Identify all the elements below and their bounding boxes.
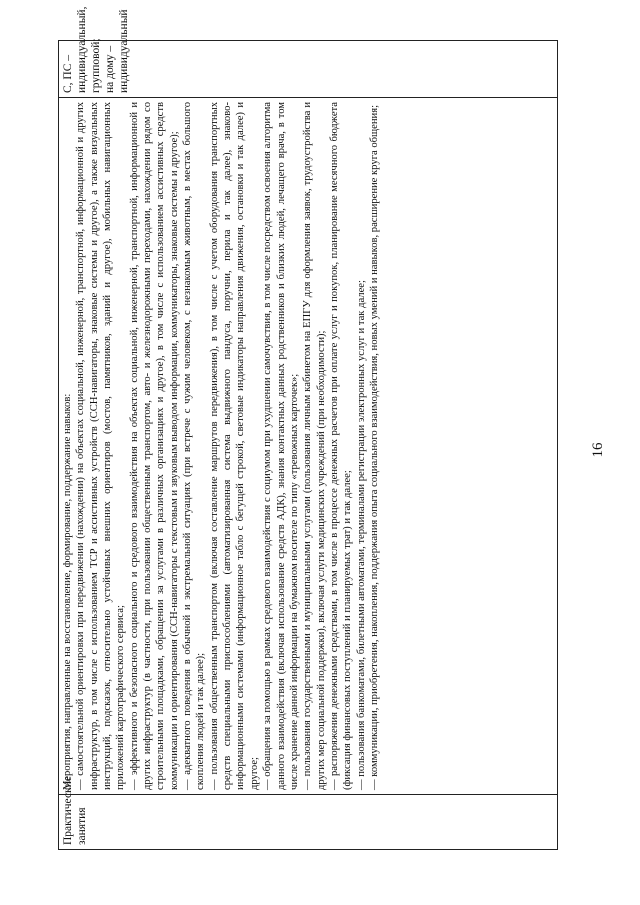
list-item: — распоряжения денежными средствами, в том числе в процессе денежных расчетов при оплате услуг и покупок, планирование месячного бюджета (фиксация финансовых поступлений и планируемых трат) и так далее; — [328, 102, 355, 790]
list-item: — обращения за помощью в рамках средового взаимодействия с социумом при ухудшении самочувствия, в том числе посредством освоения алгоритма данного взаимодействия (включая использование средств АДК), знания контактных данных родственников и близких людей, лечащего врача, в том числе хранение данной информации на бумажном носителе по типу «тревожных карточек»; — [261, 102, 301, 790]
list-item: — пользования государственными и муниципальными услугами (пользования личным кабинетом на ЕПГУ для оформления заявок, трудоустройства и других мер социальной поддержки), включая услуги медицинских учреждений (при необходимости); — [301, 102, 328, 790]
list-item: — самостоятельной ориентировки при передвижении (нахождении) на объектах социальной, инженерной, транспортной, информационной и других инфраструктур, в том числе с использованием ТСР и ассистивных устройств (ССН-навигаторы, знаковые системы и другое), а также визуальных инструкций, подсказок, относительно устойчивых внешних ориентиров (мостов, памятников, зданий и другое), мобильных навигационных приложений картографического сервиса; — [74, 102, 127, 790]
list-item: — пользования общественным транспортом (включая составление маршрутов передвижения), в том числе с учетом оборудования транспортных средств специальными приспособлениями (автоматизированная система выдвижного пандуса, поручни, перила и так далее), знаково-информационными системами (информационное табло с бегущей строкой, световые индикаторы направления движения, остановки и так далее) и другое; — [208, 102, 261, 790]
list-item: — пользования банкоматами, билетными автоматами, терминалами регистрации электронных услуг и так далее; — [355, 102, 368, 790]
list-item: — эффективного и безопасного социального и средового взаимодействия на объектах социальной, инженерной, транспортной, информационной и других инфраструктур (в частности, при пользовании общественным транспортом, авто- и железнодорожными переходами, нахождении рядом со строительными площадками, обращении за услугами в различных организациях и другое), в том числе с использованием ассистивных средств коммуникации и ориентирования (ССН-навигаторы с текстовым и звуковым выводом информации, коммуникаторы, знаковые системы и другое); — [128, 102, 181, 790]
intro-text: Мероприятия, направленные на восстановление, формирование, поддержание навыков: — [62, 393, 73, 790]
page-number: 16 — [590, 442, 606, 458]
table-row — [59, 41, 558, 850]
services-table — [58, 6, 558, 850]
list-item: — коммуникации, приобретения, накопления, поддержания опыта социального взаимодействия, новых умений и навыков, расширение круга общения; — [368, 102, 381, 790]
description-cell — [59, 98, 558, 795]
activity-cell: Практические занятия — [59, 795, 558, 850]
form-cell: С, ПС – индивидуальный, групповой; на дому – индивидуальный — [59, 41, 558, 98]
list-item: — адекватного поведения в обычной и экстремальной ситуациях (при встрече с чужим человеком, с незнакомым животным, в местах большого скопления людей и так далее); — [181, 102, 208, 790]
